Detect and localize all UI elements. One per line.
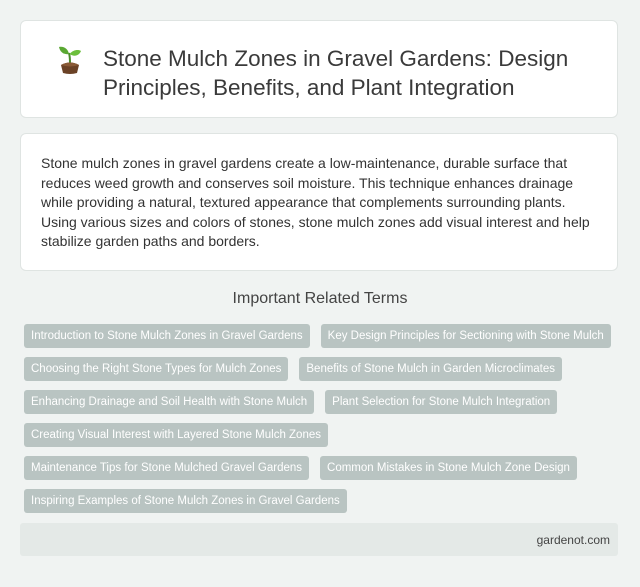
related-term-tag[interactable]: Enhancing Drainage and Soil Health with Stone Mulch bbox=[24, 390, 314, 414]
page-title: Stone Mulch Zones in Gravel Gardens: Design Principles, Benefits, and Plant Integration bbox=[103, 46, 569, 100]
related-terms-heading: Important Related Terms bbox=[232, 290, 408, 307]
related-term-tag[interactable]: Creating Visual Interest with Layered Stone Mulch Zones bbox=[24, 423, 328, 447]
related-term-tag[interactable]: Common Mistakes in Stone Mulch Zone Design bbox=[320, 456, 577, 480]
related-terms-list bbox=[24, 324, 624, 513]
seedling-icon bbox=[57, 45, 83, 75]
footer-brand[interactable]: gardenot.com bbox=[536, 533, 610, 547]
related-term-tag[interactable]: Choosing the Right Stone Types for Mulch Zones bbox=[24, 357, 288, 381]
related-term-tag[interactable]: Benefits of Stone Mulch in Garden Microclimates bbox=[299, 357, 562, 381]
footer bbox=[20, 523, 618, 556]
intro-paragraph: Stone mulch zones in gravel gardens create a low-maintenance, durable surface that reduces weed growth and conserves soil moisture. This technique enhances drainage while providing a natural, textured appearance that complements surrounding plants. Using various sizes and colors of stones, stone mulch zones add visual interest and help stabilize garden paths and borders. bbox=[41, 155, 590, 250]
title-card bbox=[20, 20, 618, 118]
related-term-tag[interactable]: Maintenance Tips for Stone Mulched Gravel Gardens bbox=[24, 456, 309, 480]
related-term-tag[interactable]: Inspiring Examples of Stone Mulch Zones in Gravel Gardens bbox=[24, 489, 347, 513]
related-term-tag[interactable]: Key Design Principles for Sectioning with Stone Mulch bbox=[321, 324, 611, 348]
related-term-tag[interactable]: Plant Selection for Stone Mulch Integration bbox=[325, 390, 557, 414]
intro-card bbox=[20, 133, 618, 271]
related-term-tag[interactable]: Introduction to Stone Mulch Zones in Gravel Gardens bbox=[24, 324, 310, 348]
